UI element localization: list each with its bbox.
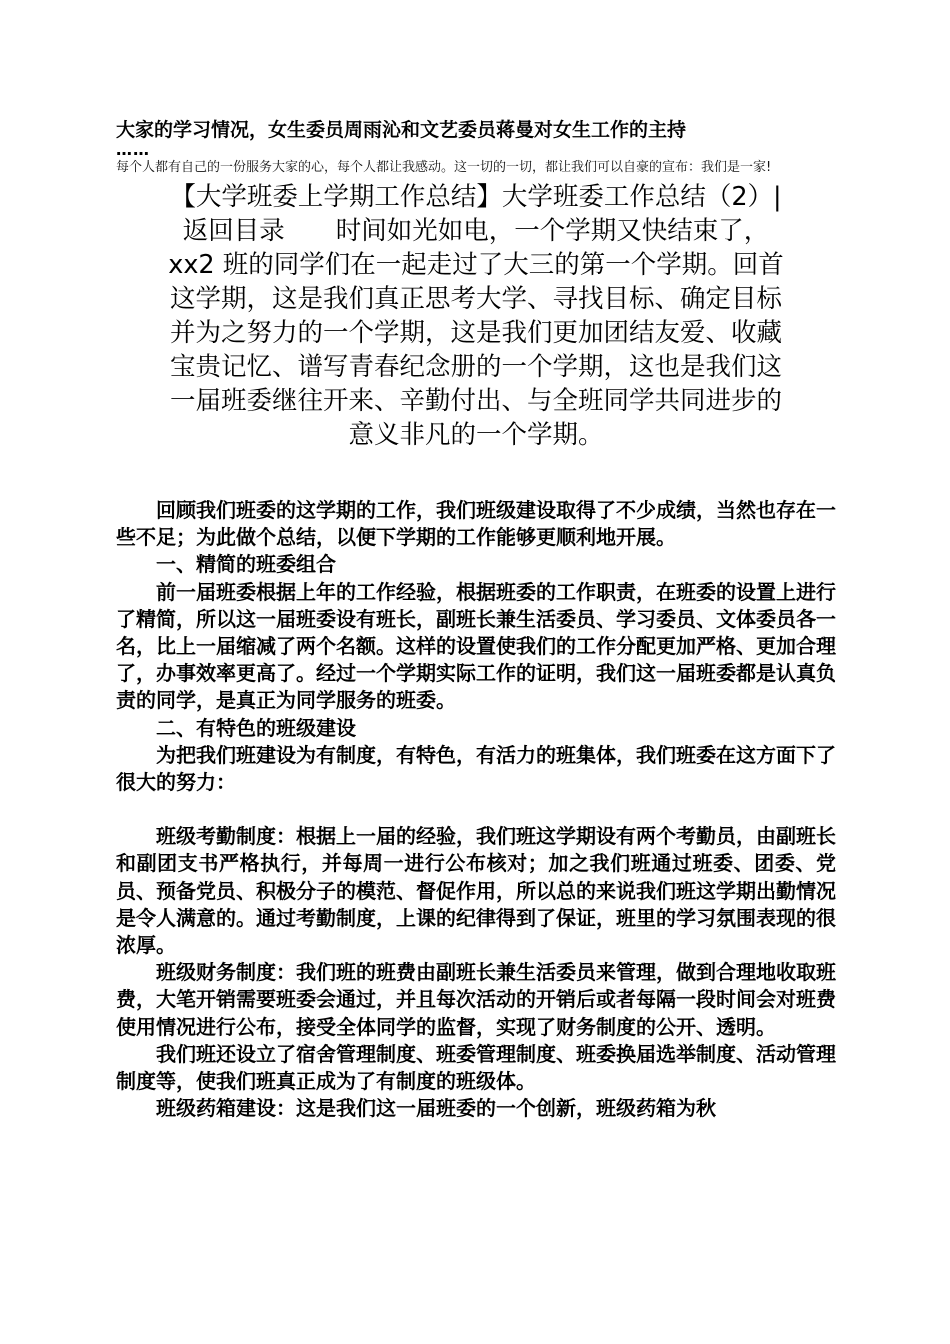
title-line: 意义非凡的一个学期。 — [348, 420, 604, 450]
paragraph-attendance: 班级考勤制度：根据上一届的经验，我们班这学期设有两个考勤员，由副班长和副团支书严格执行，并每周一进行公布核对；加之我们班通过班委、团委、党员、预备党员、积极分子的模范、督促作用，所以总的来说我们班这学期出勤情况是令人满意的。通过考勤制度，上课的纪律得到了保证，班里的学习氛围表现的很浓厚。 — [116, 824, 836, 958]
intro-bold-line: 大家的学习情况，女生委员周雨沁和文艺委员蒋曼对女生工作的主持 — [116, 119, 687, 141]
body-text — [116, 497, 836, 1122]
document-page — [116, 118, 836, 1122]
section-heading-1: 一、精简的班委组合 — [156, 552, 336, 577]
paragraph-rules: 我们班还设立了宿舍管理制度、班委管理制度、班委换届选举制度、活动管理制度等，使我们班真正成为了有制度的班级体。 — [116, 1041, 836, 1094]
paragraph-review: 回顾我们班委的这学期的工作，我们班级建设取得了不少成绩，当然也存在一些不足；为此做个总结，以便下学期的工作能够更顺利地开展。 — [116, 498, 836, 550]
paragraph-finance: 班级财务制度：我们班的班费由副班长兼生活委员来管理，做到合理地收取班费，大笔开销需要班委会通过，并且每次活动的开销后或者每隔一段时间会对班费使用情况进行公布，接受全体同学的监督，实现了财务制度的公开、透明。 — [116, 960, 836, 1039]
paragraph-medicine: 班级药箱建设：这是我们这一届班委的一个创新，班级药箱为秋 — [156, 1096, 716, 1121]
intro-ellipsis: …… — [116, 140, 150, 159]
paragraph-committee: 前一届班委根据上年的工作经验，根据班委的工作职责，在班委的设置上进行了精简，所以这一届班委设有班长，副班长兼生活委员、学习委员、文体委员各一名，比上一届缩减了两个名额。这样的设置使我们的工作分配更加严格、更加合理了，办事效率更高了。经过一个学期实际工作的证明，我们这一届班委都是认真负责的同学，是真正为同学服务的班委。 — [116, 579, 836, 713]
title-line: 一届班委继往开来、辛勤付出、与全班同学共同进步的 — [169, 386, 782, 416]
title-line: xx2 班的同学们在一起走过了大三的第一个学期。回首 — [168, 250, 784, 280]
section-heading-2: 二、有特色的班级建设 — [156, 715, 356, 740]
title-line: 返回目录 时间如光如电，一个学期又快结束了， — [182, 216, 770, 246]
title-line: 【大学班委上学期工作总结】大学班委工作总结（2）| — [170, 182, 782, 212]
paragraph-effort: 为把我们班建设为有制度，有特色，有活力的班集体，我们班委在这方面下了很大的努力： — [116, 742, 836, 795]
title-line: 宝贵记忆、谱写青春纪念册的一个学期，这也是我们这 — [169, 352, 782, 382]
small-note: 每个人都有自己的一份服务大家的心，每个人都让我感动。这一切的一切，都让我们可以自豪的宣布：我们是一家! — [116, 160, 772, 175]
title-line: 并为之努力的一个学期，这是我们更加团结友爱、收藏 — [169, 318, 782, 348]
title-block — [116, 180, 836, 452]
title-line: 这学期，这是我们真正思考大学、寻找目标、确定目标 — [169, 284, 782, 314]
